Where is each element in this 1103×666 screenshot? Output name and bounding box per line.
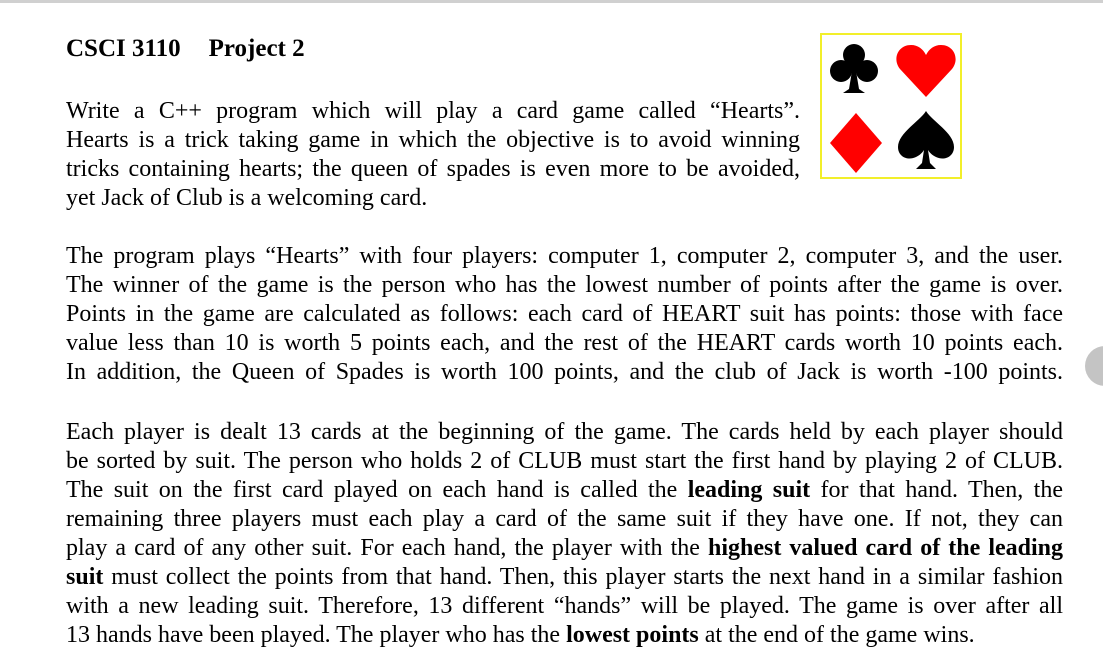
text-line: Each player is dealt 13 cards at the beginning of the game. The cards held by each player should: [66, 419, 1063, 445]
paragraph-scoring: [66, 242, 1063, 387]
text-line: Write a C++ program which will play a card game called “Hearts”.: [66, 98, 800, 124]
text-run: at the end of the game wins.: [698, 622, 975, 648]
text-run: play a card of any other suit. For each hand, the player with the: [66, 535, 708, 561]
text-line: The program plays “Hearts” with four players: computer 1, computer 2, computer 3, and the user.: [66, 243, 1063, 269]
course-code: CSCI 3110: [66, 35, 181, 62]
heart-icon: [894, 39, 958, 103]
text-line: In addition, the Queen of Spades is worth 100 points, and the club of Jack is worth -100 points.: [66, 359, 1063, 385]
club-icon: [822, 37, 886, 101]
text-run: 13 hands have been played. The player who has the: [66, 622, 567, 648]
text-line: [66, 534, 1063, 563]
text-line: with a new leading suit. Therefore, 13 different “hands” will be played. The game is over after all: [66, 593, 1063, 619]
paragraph-intro: [66, 97, 800, 213]
bold-term-lowest-points: lowest points: [566, 622, 699, 648]
text-line: [66, 563, 1063, 592]
text-line: The winner of the game is the person who has the lowest number of points after the game is over.: [66, 272, 1063, 298]
text-line: remaining three players must each play a card of the same suit if they have one. If not, they can: [66, 506, 1063, 532]
text-line: Points in the game are calculated as follows: each card of HEART suit has points: those with face: [66, 301, 1063, 327]
text-line: tricks containing hearts; the queen of spades is even more to be avoided,: [66, 156, 800, 182]
text-line: [66, 476, 1063, 505]
paragraph-rules: [66, 418, 1063, 650]
spade-icon: [894, 109, 958, 173]
card-suits-image: [820, 33, 962, 179]
text-line: Hearts is a trick taking game in which the objective is to avoid winning: [66, 127, 800, 153]
text-line: be sorted by suit. The person who holds 2 of CLUB must start the first hand by playing 2 of CLUB.: [66, 448, 1063, 474]
project-name: Project 2: [208, 35, 305, 62]
bold-term-highest-card: highest valued card of the leading: [708, 535, 1063, 561]
document-title: [66, 34, 305, 64]
text-run: must collect the points from that hand. Then, this player starts the next hand in a similar fashion: [103, 564, 1063, 590]
text-line: value less than 10 is worth 5 points each, and the rest of the HEART cards worth 10 points each.: [66, 330, 1063, 356]
bold-term-leading-suit: leading suit: [687, 477, 811, 503]
text-run: The suit on the first card played on each hand is called the: [66, 477, 688, 503]
text-line: [66, 621, 1063, 650]
bold-term-suit: suit: [66, 564, 104, 590]
diamond-icon: [824, 111, 888, 175]
text-run: for that hand. Then, the: [810, 477, 1063, 503]
text-line: yet Jack of Club is a welcoming card.: [66, 185, 428, 211]
